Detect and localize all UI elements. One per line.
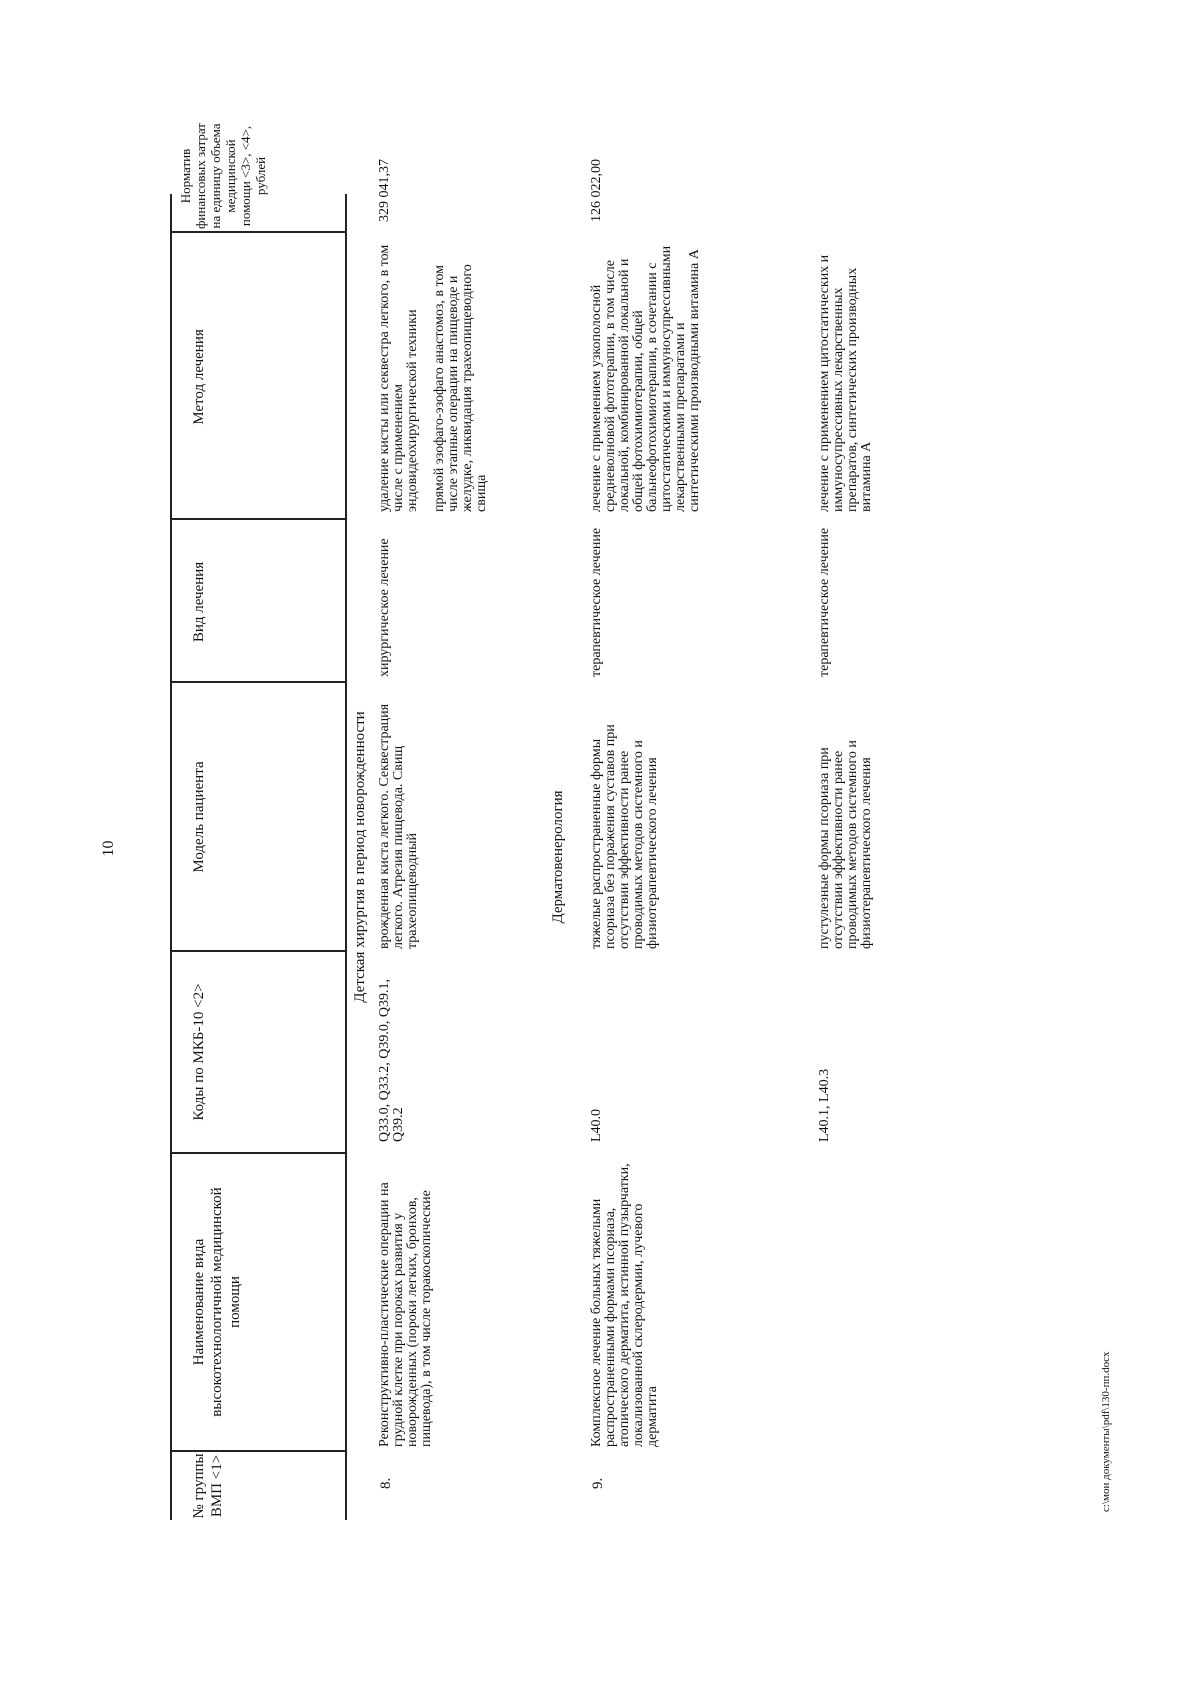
header-divider <box>170 232 346 234</box>
header-icd-codes: Коды по МКБ-10 <2> <box>191 983 207 1121</box>
row-9-care-type: Комплексное лечение больных тяжелыми распространенными формами псориаза, атопического дерматита, истинной пузырчатки, локализованной склеродермии, лучевого дерматита <box>589 1163 660 1447</box>
header-financial-norm: Норматив финансовых затрат на единицу объема медицинской помощи <3>, <4>, рублей <box>178 123 268 229</box>
header-treatment-method: Метод лечения <box>191 329 207 425</box>
header-divider <box>170 682 346 684</box>
row-8-icd-codes: Q33.0, Q33.2, Q39.0, Q39.1, Q39.2 <box>377 979 406 1142</box>
row-8-method-2: прямой эзофаго-эзофаго анастомоз, в том числе этапные операции на пищеводе и желудке, ликвидация трахеопищеводного свища <box>432 264 489 512</box>
page-number: 10 <box>100 840 117 857</box>
header-divider <box>170 951 346 953</box>
header-bottom-rule <box>345 194 347 1520</box>
row-9-patient-model: тяжелые распространенные формы псориаза без поражения суставов при отсутствии эффективности ранее проводимых методов системного и физиотерапевтического лечения <box>589 724 660 949</box>
footer-file-path: c:\мои документы\pdf\130-пп.docx <box>1100 1351 1112 1512</box>
header-treatment-kind: Вид лечения <box>191 561 207 643</box>
row-9-norm: 126 022,00 <box>589 159 604 222</box>
row-9b-treatment-kind: терапевтическое лечение <box>817 527 832 677</box>
row-9b-method: лечение с применением цитостатических и иммуносупрессивных лекарственных препаратов, синтетических производных витамина А <box>817 254 874 512</box>
row-8-number: 8. <box>378 1477 394 1489</box>
row-8-patient-model: врожденная киста легкого. Секвестрация легкого. Атрезия пищевода. Свищ трахеопищеводный <box>377 703 420 949</box>
row-8-care-type: Реконструктивно-пластические операции на грудной клетке при пороках развития у новорожденных (пороки легких, бронхов, пищевода), в том числе торакоскопические <box>377 1182 434 1447</box>
header-divider <box>170 519 346 521</box>
section-title-dermatovenereology: Дерматовенерология <box>550 790 566 924</box>
section-title-surgery: Детская хирургия в период новорожденности <box>352 711 368 1003</box>
row-8-method-1: удаление кисты или секвестра легкого, в том числе с применением эндовидеохирургической техники <box>377 244 420 512</box>
row-9-method: лечение с применением узкополосной средневолновой фототерапии, в том числе локальной, комбинированной локальной и общей фотохимиотерапии, общей бальнеофотохимиотерапии, в сочетании с цитостатическими и иммуносупрессивными лекарственными препаратами и синтетическими производными витамина А <box>589 245 702 512</box>
header-divider <box>170 1153 346 1155</box>
row-9b-patient-model: пустулезные формы псориаза при отсутствии эффективности ранее проводимых методов системного и физиотерапевтического лечения <box>817 740 874 949</box>
table-top-rule <box>170 194 172 1520</box>
header-group-number: № группы ВМП <1> <box>191 1453 225 1519</box>
row-9-icd-codes: L40.0 <box>589 1108 604 1142</box>
row-9-number: 9. <box>590 1477 606 1489</box>
header-care-type: Наименование вида высокотехнологичной медицинской помощи <box>191 1187 243 1417</box>
row-8-norm: 329 041,37 <box>377 159 392 222</box>
header-patient-model: Модель пациента <box>191 761 207 873</box>
row-9-treatment-kind: терапевтическое лечение <box>589 527 604 677</box>
row-8-treatment-kind: хирургическое лечение <box>377 538 392 677</box>
row-9b-icd-codes: L40.1, L40.3 <box>817 1068 832 1142</box>
